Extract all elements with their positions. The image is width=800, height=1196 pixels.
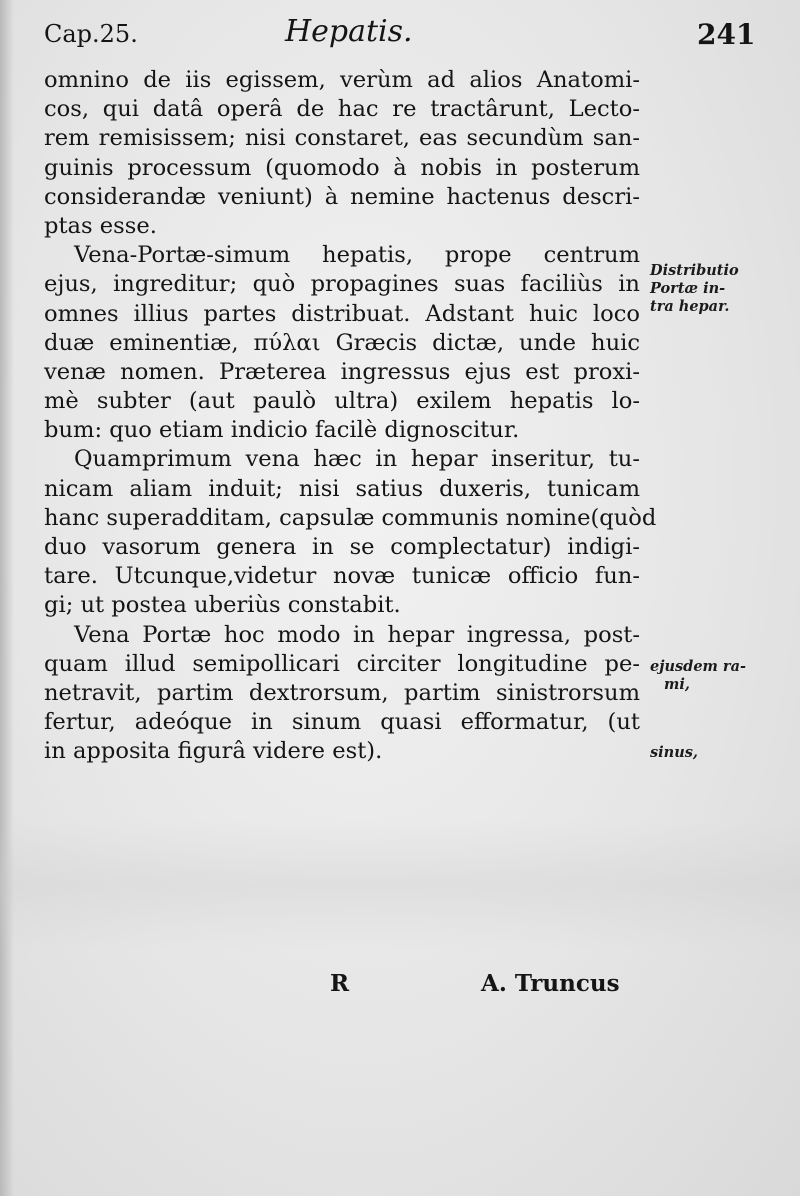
text-line: guinis processum (quomodo à nobis in posterum bbox=[44, 154, 640, 181]
text-line: venæ nomen. Præterea ingressus ejus est proxi- bbox=[44, 358, 640, 385]
text-line: tare. Utcunque,videtur novæ tunicæ officio fun- bbox=[44, 563, 640, 590]
text-line: duo vasorum genera in se complectatur) indigi- bbox=[44, 534, 640, 560]
marginal-line: Portæ in- bbox=[650, 280, 726, 297]
text-line: quam illud semipollicari circiter longitudine pe- bbox=[44, 650, 640, 677]
show-through-shading bbox=[0, 820, 800, 950]
marginal-note-rami bbox=[650, 658, 746, 762]
text-line: ejus, ingreditur; quò propagines suas faciliùs in bbox=[44, 271, 640, 298]
text-line: cos, qui datâ operâ de hac re tractârunt, Lecto- bbox=[44, 96, 640, 123]
text-line: fertur, adeóque in sinum quasi efformatur, (ut bbox=[44, 709, 640, 736]
paragraph-1 bbox=[44, 66, 640, 241]
text-line: considerandæ veniunt) à nemine hactenus descri- bbox=[44, 183, 640, 210]
paragraph-4 bbox=[44, 621, 640, 767]
page-number: 241 bbox=[697, 18, 756, 51]
text-line: ptas esse. bbox=[44, 212, 157, 239]
paragraph-3 bbox=[44, 445, 657, 620]
body-text bbox=[44, 66, 657, 767]
marginal-line: ejusdem ra- bbox=[650, 658, 746, 675]
running-head-chapter: Cap.25. bbox=[44, 20, 138, 48]
paragraph-2 bbox=[44, 241, 640, 445]
figure-label-truncus: A. Truncus bbox=[481, 970, 620, 997]
running-head-title: Hepatis. bbox=[285, 14, 413, 49]
marginal-line: sinus, bbox=[650, 744, 698, 761]
text-line: mè subter (aut paulò ultra) exilem hepatis lo- bbox=[44, 388, 640, 415]
text-line: bum: quo etiam indicio facilè dignoscitur. bbox=[44, 417, 520, 444]
text-line: Quamprimum vena hæc in hepar inseritur, tu- bbox=[74, 446, 640, 473]
marginal-line: Distributio bbox=[650, 262, 739, 279]
text-line: nicam aliam induit; nisi satius duxeris, tunicam bbox=[44, 475, 640, 502]
marginal-note-distributio bbox=[650, 262, 739, 316]
marginal-line: tra hepar. bbox=[650, 298, 730, 315]
text-line: Vena Portæ hoc modo in hepar ingressa, post- bbox=[74, 621, 640, 648]
text-line: omnino de iis egissem, verùm ad alios Anatomi- bbox=[44, 67, 640, 93]
text-line: hanc superadditam, capsulæ communis nomine(quòd bbox=[44, 504, 657, 531]
text-line: gi; ut postea uberiùs constabit. bbox=[44, 592, 401, 619]
text-line: rem remisissem; nisi constaret, eas secundùm san- bbox=[44, 125, 640, 152]
text-line: Vena-Portæ-simum hepatis, prope centrum bbox=[74, 242, 640, 269]
text-line: in apposita figurâ videre est). bbox=[44, 738, 383, 765]
marginal-line: mi, bbox=[664, 676, 690, 693]
page-gutter-shadow bbox=[0, 0, 14, 1196]
text-line: netravit, partim dextrorsum, partim sinistrorsum bbox=[44, 679, 640, 706]
text-line: omnes illius partes distribuat. Adstant huic loco bbox=[44, 300, 640, 327]
figure-label-r: R bbox=[330, 970, 350, 997]
text-line: duæ eminentiæ, πύλαι Græcis dictæ, unde huic bbox=[44, 329, 640, 356]
marginal-spacer bbox=[650, 694, 746, 744]
